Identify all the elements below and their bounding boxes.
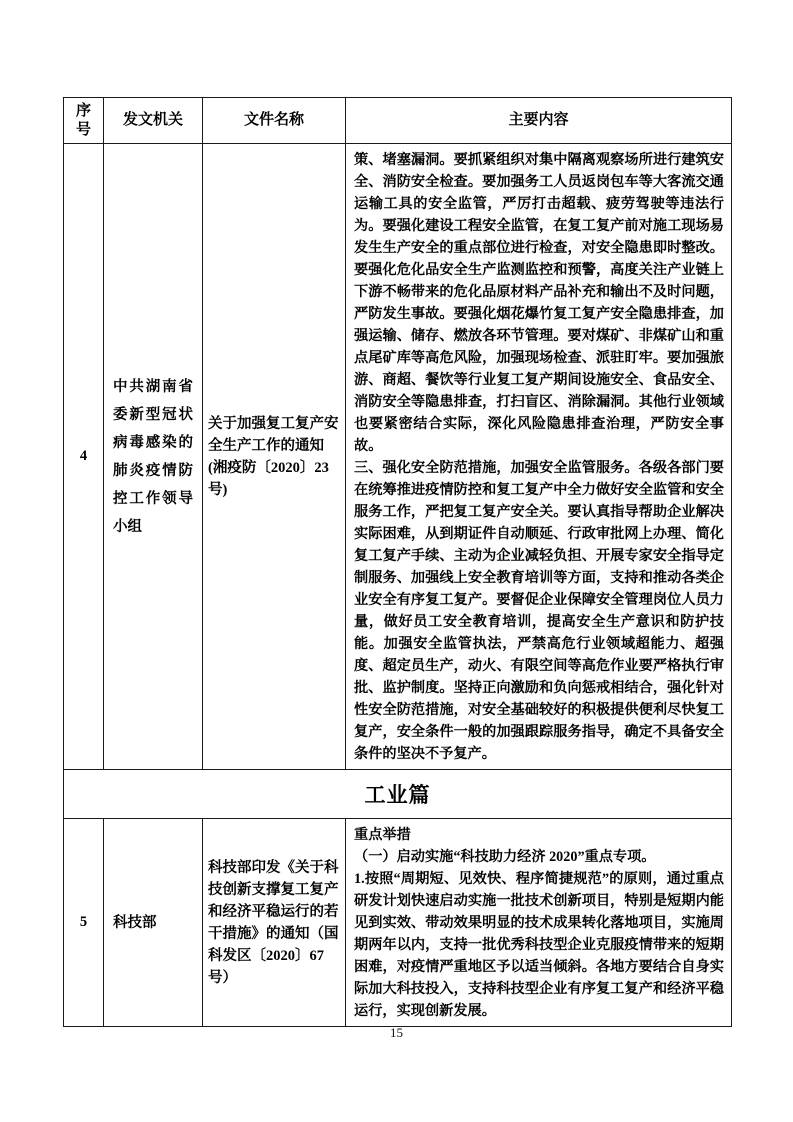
row-agency: 中共湖南省委新型冠状病毒感染的肺炎疫情防控工作领导小组 <box>104 144 203 770</box>
column-header-agency: 发文机关 <box>104 98 203 144</box>
row-main-content <box>346 819 732 1027</box>
row-index: 4 <box>64 144 104 770</box>
row-agency: 科技部 <box>104 819 203 1027</box>
column-header-content: 主要内容 <box>346 98 732 144</box>
content-paragraph: 策、堵塞漏洞。要抓紧组织对集中隔离观察场所进行建筑安全、消防安全检查。要加强务工人员返岗包车等大客流交通运输工具的安全监管，严厉打击超载、疲劳驾驶等违法行为。要强化建设工程安全监管，在复工复产前对施工现场易发生生产安全的重点部位进行检查，对安全隐患即时整改。要强化危化品安全生产监测监控和预警，高度关注产业链上下游不畅带来的危化品原材料产品补充和输出不及时问题，严防发生事故。要强化烟花爆竹复工复产安全隐患排查，加强运输、储存、燃放各环节管理。要对煤矿、非煤矿山和重点尾矿库等高危风险，加强现场检查、派驻盯牢。要加强旅游、商超、餐饮等行业复工复产期间设施安全、食品安全、消防安全等隐患排查，打扫盲区、消除漏洞。其他行业领域也要紧密结合实际，深化风险隐患排查治理，严防安全事故。 <box>354 152 724 454</box>
row-document-title: 科技部印发《关于科技创新支撑复工复产和经济平稳运行的若干措施》的通知（国科发区〔2020〕67 号） <box>203 819 346 1027</box>
column-header-document: 文件名称 <box>203 98 346 144</box>
table-row <box>64 819 732 1027</box>
section-header-row <box>64 770 732 819</box>
document-table <box>63 97 732 1027</box>
content-paragraph: 重点举措 <box>354 827 411 843</box>
content-paragraph: 三、强化安全防范措施，加强安全监管服务。各级各部门要在统筹推进疫情防控和复工复产中全力做好安全监管和安全服务工作，严把复工复产安全关。要认真指导帮助企业解决实际困难，从到期证件自动顺延、行政审批网上办理、简化复工复产手续、主动为企业减轻负担、开展专家安全指导定制服务、加强线上安全教育培训等方面，支持和推动各类企业安全有序复工复产。要督促企业保障安全管理岗位人员力量，做好员工安全教育培训，提高安全生产意识和防护技能。加强安全监管执法，严禁高危行业领域超能力、超强度、超定员生产，动火、有限空间等高危作业要严格执行审批、监护制度。坚持正向激励和负向惩戒相结合，强化针对性安全防范措施，对安全基础较好的积极提供便利尽快复工复产，安全条件一般的加强跟踪服务指导，确定不具备安全条件的坚决不予复产。 <box>354 460 724 762</box>
column-header-index: 序号 <box>64 98 104 144</box>
table-row <box>64 144 732 770</box>
content-paragraph: 1.按照“周期短、见效快、程序简捷规范”的原则，通过重点研发计划快速启动实施一批技术创新项目，特别是短期内能见到实效、带动效果明显的技术成果转化落地项目，实施周期两年以内，支持一批优秀科技型企业克服疫情带来的短期困难，对疫情严重地区予以适当倾斜。各地方要结合自身实际加大科技投入，支持科技型企业有序复工复产和经济平稳运行，实现创新发展。 <box>354 871 724 1019</box>
content-paragraph: （一）启动实施“科技助力经济 2020”重点专项。 <box>354 849 656 865</box>
row-main-content <box>346 144 732 770</box>
table-header-row <box>64 98 732 144</box>
row-index: 5 <box>64 819 104 1027</box>
row-document-title: 关于加强复工复产安全生产工作的通知(湘疫防〔2020〕23 号) <box>203 144 346 770</box>
section-title: 工业篇 <box>64 770 732 819</box>
page-number: 15 <box>390 1025 403 1040</box>
